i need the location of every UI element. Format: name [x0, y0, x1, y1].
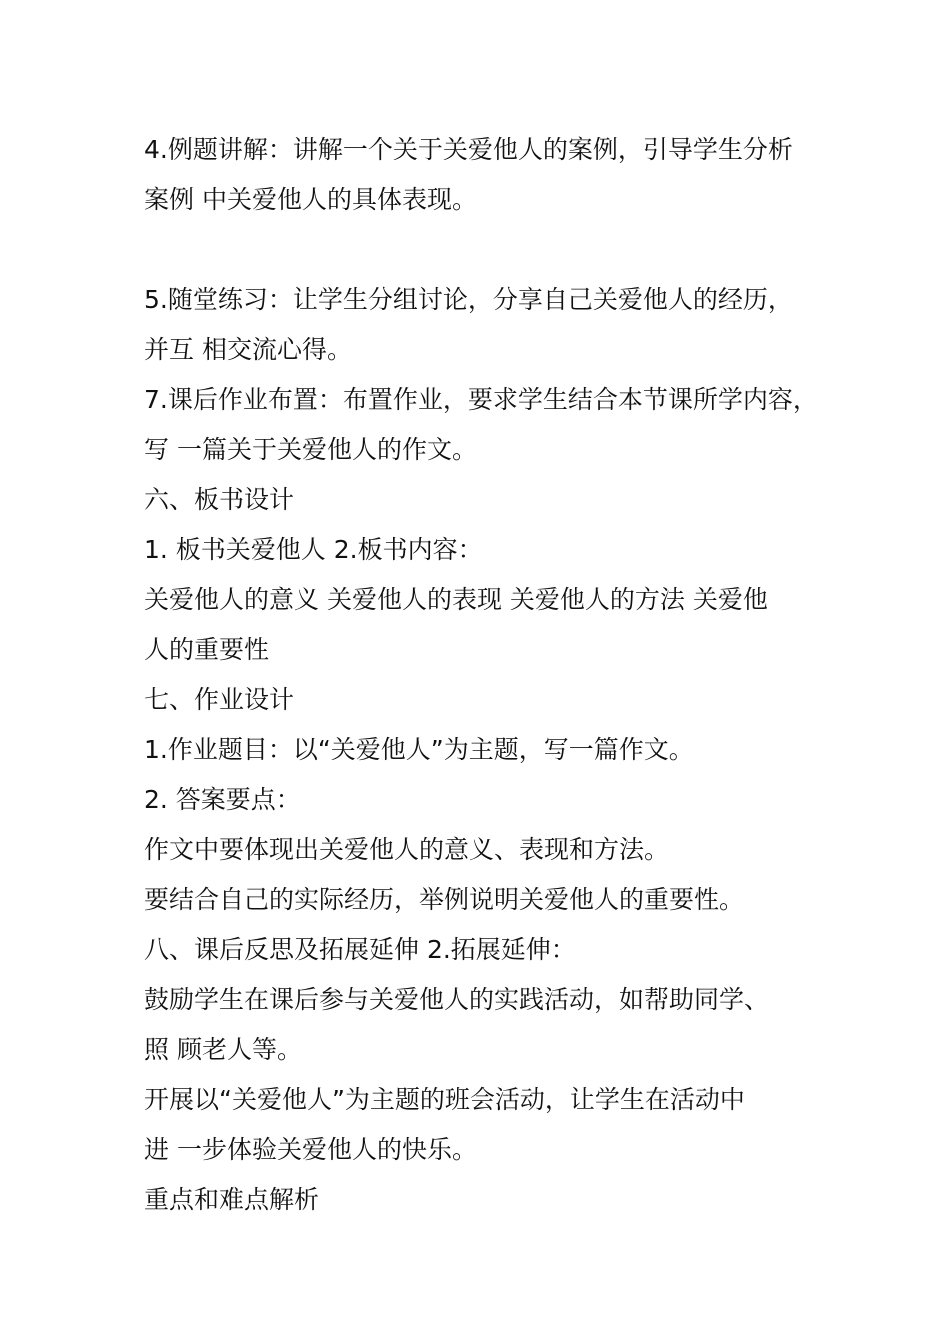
text-line: 鼓励学生在课后参与关爱他人的实践活动，如帮助同学、: [144, 985, 770, 1014]
text-line: 照 顾老人等。: [144, 1035, 302, 1064]
text-line: 写 一篇关于关爱他人的作文。: [144, 435, 477, 464]
text-line: 开展以“关爱他人”为主题的班会活动，让学生在活动中: [144, 1085, 745, 1114]
text-line: 1.作业题目：以“关爱他人”为主题，写一篇作文。: [144, 735, 694, 764]
text-line: 作文中要体现出关爱他人的意义、表现和方法。: [144, 835, 670, 864]
text-line: 人的重要性: [144, 635, 270, 664]
section-heading: 八、课后反思及拓展延伸 2.拓展延伸：: [144, 935, 576, 964]
text-line: 关爱他人的意义 关爱他人的表现 关爱他人的方法 关爱他: [144, 585, 768, 614]
text-line: 7.课后作业布置：布置作业，要求学生结合本节课所学内容，: [144, 385, 818, 414]
text-line: 5.随堂练习：让学生分组讨论，分享自己关爱他人的经历，: [144, 285, 793, 314]
section-heading: 六、板书设计: [144, 485, 295, 514]
text-line: 2. 答案要点：: [144, 785, 301, 814]
text-line: 进 一步体验关爱他人的快乐。: [144, 1135, 477, 1164]
section-heading: 七、作业设计: [144, 685, 295, 714]
text-line: 1. 板书关爱他人 2.板书内容：: [144, 535, 483, 564]
text-line: 案例 中关爱他人的具体表现。: [144, 185, 477, 214]
section-heading: 重点和难点解析: [144, 1185, 320, 1214]
text-line: 4.例题讲解：讲解一个关于关爱他人的案例，引导学生分析: [144, 135, 793, 164]
text-line: 并互 相交流心得。: [144, 335, 352, 364]
text-line: 要结合自己的实际经历，举例说明关爱他人的重要性。: [144, 885, 745, 914]
